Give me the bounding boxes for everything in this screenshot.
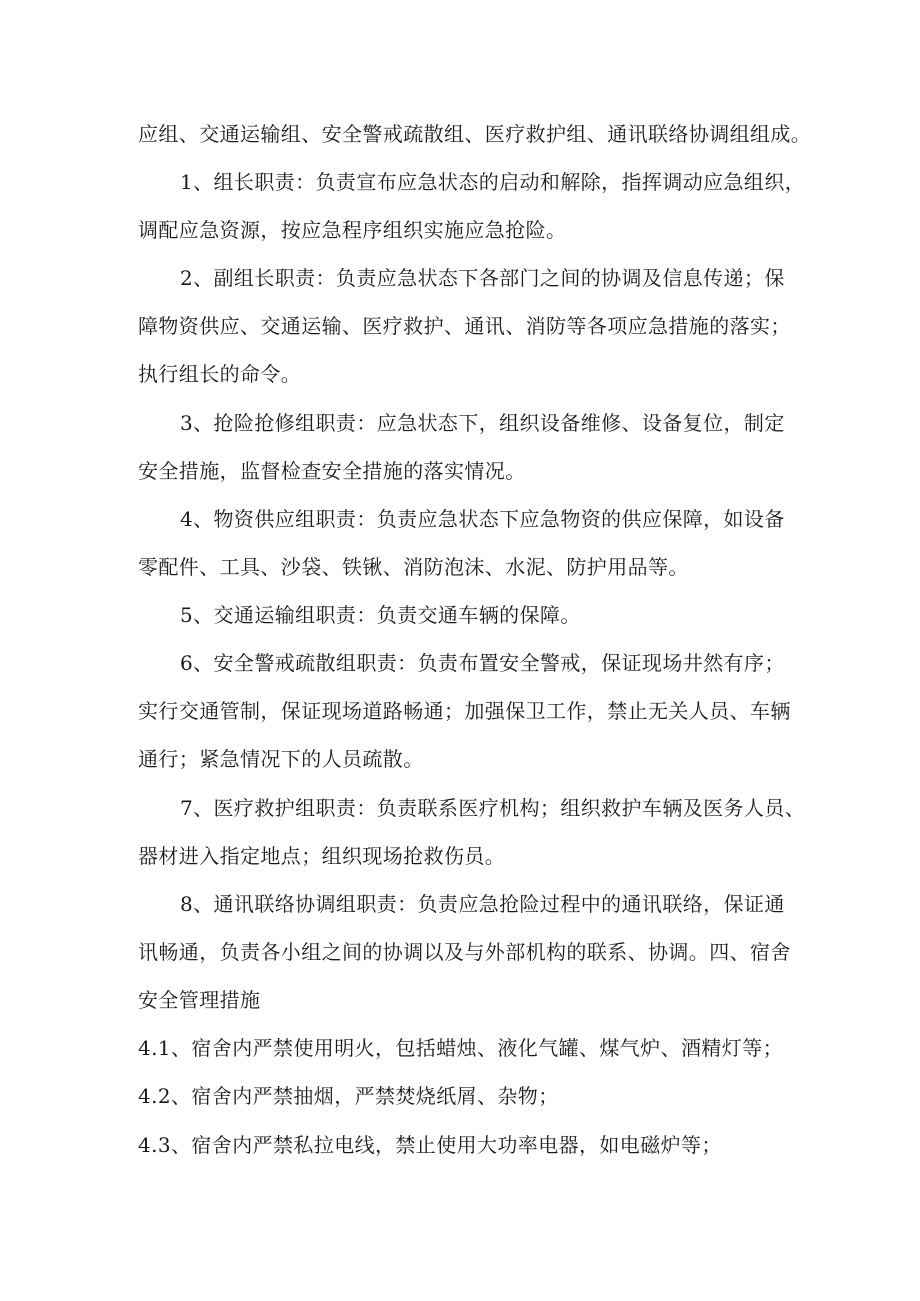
text-line: 4.1、宿舍内严禁使用明火，包括蜡烛、液化气罐、煤气炉、酒精灯等；	[138, 1036, 784, 1060]
text-line: 实行交通管制，保证现场道路畅通；加强保卫工作，禁止无关人员、车辆	[138, 699, 791, 723]
text-line: 调配应急资源，按应急程序组织实施应急抢险。	[138, 218, 567, 242]
text-line: 安全管理措施	[138, 988, 261, 1012]
text-line: 应组、交通运输组、安全警戒疏散组、医疗救护组、通讯联络协调组组成。	[138, 122, 812, 146]
text-line: 零配件、工具、沙袋、铁锹、消防泡沫、水泥、防护用品等。	[138, 555, 689, 579]
text-line: 3、抢险抢修组职责：应急状态下，组织设备维修、设备复位，制定	[180, 411, 785, 435]
text-line: 1、组长职责：负责宣布应急状态的启动和解除，指挥调动应急组织，	[180, 170, 806, 194]
text-line: 5、交通运输组职责：负责交通车辆的保障。	[180, 603, 581, 627]
text-line: 安全措施，监督检查安全措施的落实情况。	[138, 459, 526, 483]
text-line: 通行；紧急情况下的人员疏散。	[138, 747, 424, 771]
text-line: 7、医疗救护组职责：负责联系医疗机构；组织救护车辆及医务人员、	[180, 796, 806, 820]
text-line: 2、副组长职责：负责应急状态下各部门之间的协调及信息传递；保	[180, 266, 785, 290]
text-line: 4、物资供应组职责：负责应急状态下应急物资的供应保障，如设备	[180, 507, 785, 531]
text-line: 6、安全警戒疏散组职责：负责布置安全警戒，保证现场井然有序；	[180, 651, 785, 675]
text-line: 障物资供应、交通运输、医疗救护、通讯、消防等各项应急措施的落实；	[138, 314, 791, 338]
text-line: 8、通讯联络协调组职责：负责应急抢险过程中的通讯联络，保证通	[180, 892, 785, 916]
text-line: 讯畅通，负责各小组之间的协调以及与外部机构的联系、协调。四、宿舍	[138, 940, 791, 964]
text-line: 4.2、宿舍内严禁抽烟，严禁焚烧纸屑、杂物；	[138, 1084, 559, 1108]
text-line: 器材进入指定地点；组织现场抢救伤员。	[138, 844, 506, 868]
text-line: 执行组长的命令。	[138, 362, 302, 386]
text-line: 4.3、宿舍内严禁私拉电线，禁止使用大功率电器，如电磁炉等；	[138, 1133, 722, 1157]
